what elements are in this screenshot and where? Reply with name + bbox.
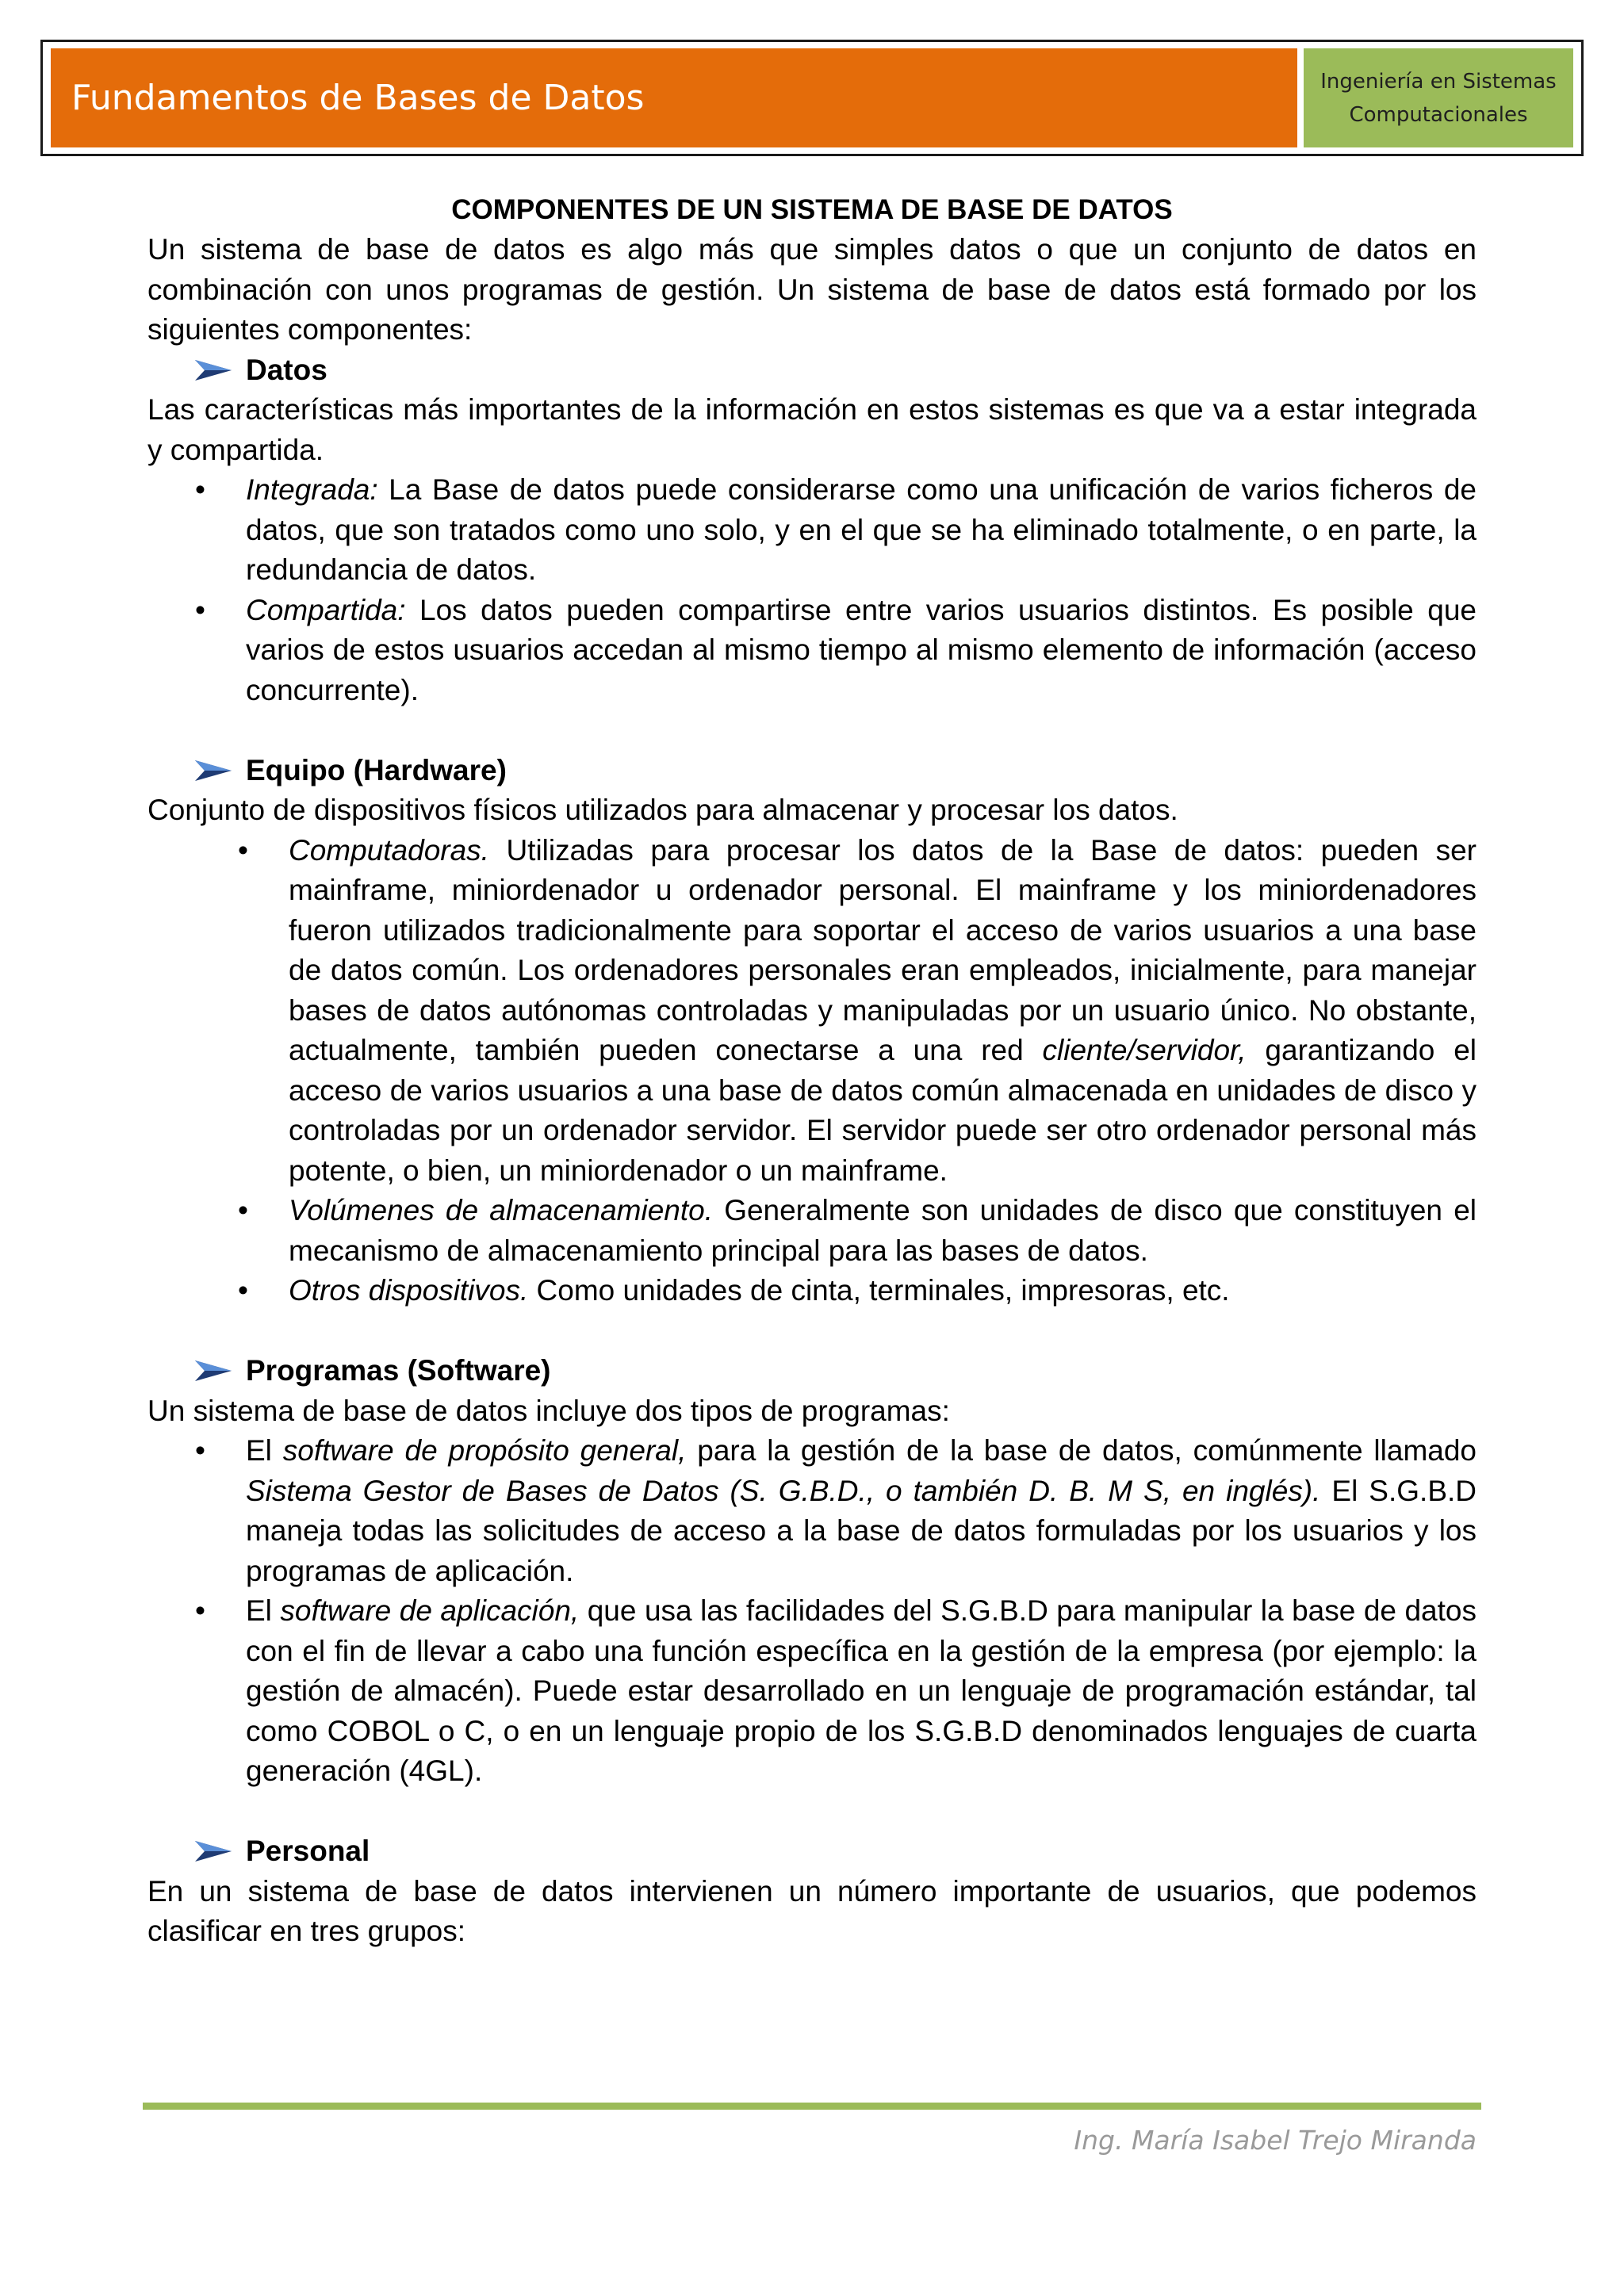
list-item: • El software de propósito general, para la gestión de la base de datos, comúnmente llamado Sistema Gestor de Bases de Datos (S. G.B.D., o también D. B. M S, en inglés). El S.G.B.D maneja todas las solicitudes de acceso a la base de datos formuladas por los usuarios y los programas de aplicación. bbox=[147, 1431, 1477, 1591]
bullet-dot: • bbox=[195, 473, 205, 506]
datos-paragraph: Las características más importantes de la información en estos sistemas es que va a estar integrada y compartida. bbox=[147, 393, 1477, 466]
bullet-dot: • bbox=[195, 593, 205, 626]
bullet-dot: • bbox=[195, 1594, 205, 1627]
bullet-dot: • bbox=[238, 833, 248, 867]
bullet-dot: • bbox=[238, 1194, 248, 1226]
header-title-bar bbox=[51, 48, 1297, 147]
list-item: • Computadoras. Utilizadas para procesar los datos de la Base de datos: pueden ser mainframe, miniordenador u ordenador personal. El mainframe y los miniordenadores fueron utilizados tradicionalmente para soportar el acceso de varios usuarios a una base de datos común. Los ordenadores personales eran empleados, inicialmente, para manejar bases de datos autónomas controladas y manipuladas por un usuario único. No obstante, actualmente, también pueden conectarse a una red cliente/servidor, garantizando el acceso de varios usuarios a una base de datos común almacenada en unidades de disco y controladas por un ordenador servidor. El servidor puede ser otro ordenador personal más potente, o bien, un miniordenador o un mainframe. bbox=[147, 831, 1477, 1192]
list-item: • Otros dispositivos. Como unidades de cinta, terminales, impresoras, etc. bbox=[147, 1271, 1477, 1311]
section-heading-personal: Personal bbox=[147, 1831, 1477, 1872]
career-line-2: Computacionales bbox=[1349, 102, 1528, 127]
list-item: • El software de aplicación, que usa las facilidades del S.G.B.D para manipular la base de datos con el fin de llevar a cabo una función específica en la gestión de la empresa (por ejemplo: la gestión de almacén). Puede estar desarrollado en un lenguaje de programación estándar, tal como COBOL o C, o en un lenguaje propio de los S.G.B.D denominados lenguajes de cuarta generación (4GL). bbox=[147, 1591, 1477, 1792]
list-item: • Compartida: Los datos pueden compartirse entre varios usuarios distintos. Es posible que varios de estos usuarios accedan al mismo tiempo al mismo elemento de información (acceso concurrente). bbox=[147, 591, 1477, 711]
personal-paragraph: En un sistema de base de datos intervienen un número importante de usuarios, que podemos clasificar en tres grupos: bbox=[147, 1874, 1477, 1947]
intro-paragraph: Un sistema de base de datos es algo más que simples datos o que un conjunto de datos en combinación con unos programas de gestión. Un sistema de base de datos está formado por los siguientes componentes: bbox=[147, 233, 1477, 346]
programas-paragraph: Un sistema de base de datos incluye dos tipos de programas: bbox=[147, 1394, 950, 1427]
career-line-1: Ingeniería en Sistemas bbox=[1320, 69, 1557, 94]
bullet-dot: • bbox=[238, 1274, 248, 1307]
arrow-bullet-icon bbox=[195, 1841, 232, 1862]
equipo-paragraph: Conjunto de dispositivos físicos utilizados para almacenar y procesar los datos. bbox=[147, 794, 1178, 826]
section-heading-datos: Datos bbox=[147, 350, 1477, 391]
arrow-bullet-icon bbox=[195, 760, 232, 781]
document-body bbox=[147, 190, 1477, 1952]
arrow-bullet-icon bbox=[195, 1360, 232, 1381]
header-title: Fundamentos de Bases de Datos bbox=[71, 78, 645, 118]
arrow-bullet-icon bbox=[195, 360, 232, 381]
footer-divider bbox=[143, 2103, 1481, 2110]
footer-author: Ing. María Isabel Trejo Miranda bbox=[1074, 2125, 1477, 2156]
header-frame bbox=[40, 40, 1584, 156]
list-item: • Integrada: La Base de datos puede considerarse como una unificación de varios ficheros de datos, que son tratados como uno solo, y en el que se ha eliminado totalmente, o en parte, la redundancia de datos. bbox=[147, 470, 1477, 591]
section-heading-equipo: Equipo (Hardware) bbox=[147, 751, 1477, 791]
page-title: COMPONENTES DE UN SISTEMA DE BASE DE DATOS bbox=[451, 194, 1173, 225]
bullet-dot: • bbox=[195, 1434, 205, 1467]
list-item: • Volúmenes de almacenamiento. Generalmente son unidades de disco que constituyen el mecanismo de almacenamiento principal para las bases de datos. bbox=[147, 1191, 1477, 1271]
header-career-box bbox=[1304, 48, 1573, 147]
section-heading-programas: Programas (Software) bbox=[147, 1351, 1477, 1391]
